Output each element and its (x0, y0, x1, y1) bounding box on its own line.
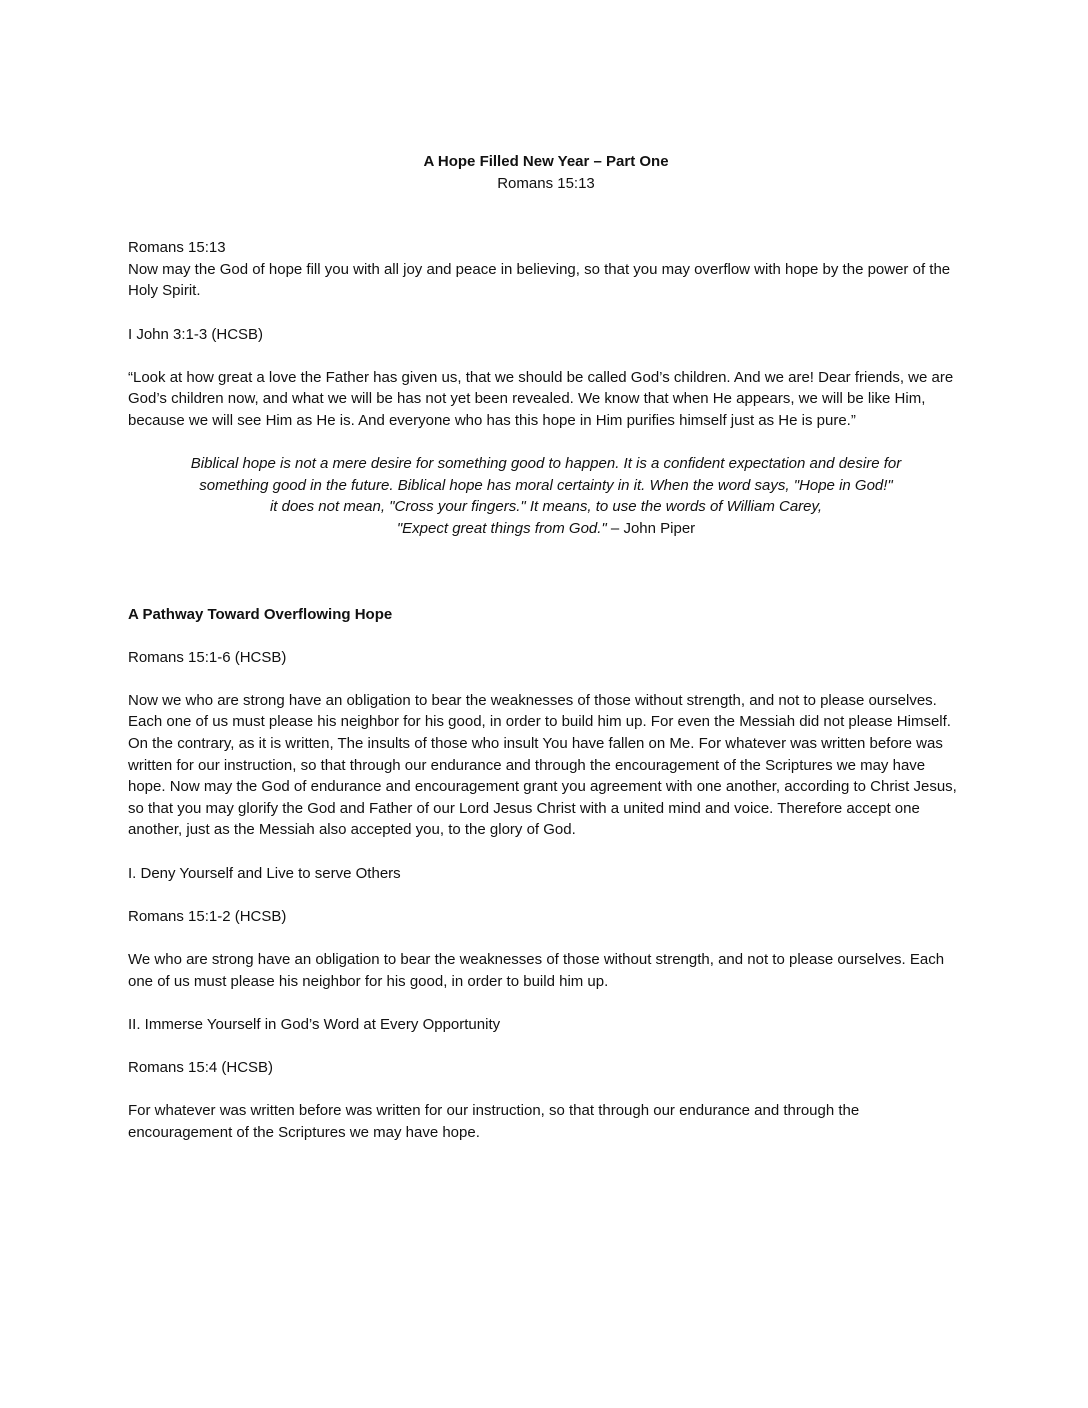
document-body (128, 151, 964, 1165)
quote-line-2: something good in the future. Biblical hope has moral certainty in it. When the word says, "Hope in God!" (199, 476, 893, 494)
intro-verse-text: Now may the God of hope fill you with all joy and peace in believing, so that you may overflow with hope by the power of the Holy Spirit. (128, 260, 951, 300)
point-2-heading: II. Immerse Yourself in God’s Word at Every Opportunity (128, 1015, 501, 1033)
page-subtitle: Romans 15:13 (497, 174, 595, 192)
point-2-reference: Romans 15:4 (HCSB) (128, 1058, 274, 1076)
section-reference: Romans 15:1-6 (HCSB) (128, 648, 287, 666)
quote-author: – John Piper (606, 519, 696, 537)
quote-line-4-text: "Expect great things from God." (396, 519, 607, 537)
john-verse-text: “Look at how great a love the Father has given us, that we should be called God’s children. And we are! Dear friends, we are God’s children now, and what we will be has not yet been revealed. We know that when He appears, we will be like Him, because we will see Him as He is. And everyone who has this hope in Him purifies himself just as He is pure.” (128, 368, 954, 429)
quote-line-4 (128, 518, 964, 540)
quote-line-3: it does not mean, "Cross your fingers." It means, to use the words of William Carey, (269, 498, 823, 516)
point-2-verse-text: For whatever was written before was written for our instruction, so that through our endurance and through the encouragement of the Scriptures we may have hope. (128, 1102, 860, 1141)
point-1-heading: I. Deny Yourself and Live to serve Others (128, 864, 401, 882)
section-heading: A Pathway Toward Overflowing Hope (128, 605, 393, 623)
john-reference: I John 3:1-3 (HCSB) (128, 325, 264, 343)
quote-line-1: Biblical hope is not a mere desire for something good to happen. It is a confident expectation and desire for (190, 455, 902, 473)
intro-reference: Romans 15:13 (128, 239, 226, 257)
point-1-verse-text: We who are strong have an obligation to bear the weaknesses of those without strength, and not to please ourselves. Each one of us must please his neighbor for his good, in order to build him up. (128, 951, 945, 990)
point-1-reference: Romans 15:1-2 (HCSB) (128, 907, 287, 925)
section-verse-text: Now we who are strong have an obligation to bear the weaknesses of those without strength, and not to please ourselves. Each one of us must please his neighbor for his good, in order to build him up. For even the Messiah did not please Himself. On the contrary, as it is written, The insults of those who insult You have fallen on Me. For whatever was written before was written for our instruction, so that through our endurance and through the encouragement of the Scriptures we may have hope. Now may the God of endurance and encouragement grant you agreement with one another, according to Christ Jesus, so that you may glorify the God and Father of our Lord Jesus Christ with a united mind and voice. Therefore accept one another, just as the Messiah also accepted you, to the glory of God. (128, 691, 957, 839)
page-title: A Hope Filled New Year – Part One (423, 153, 669, 170)
piper-quote (128, 453, 964, 539)
